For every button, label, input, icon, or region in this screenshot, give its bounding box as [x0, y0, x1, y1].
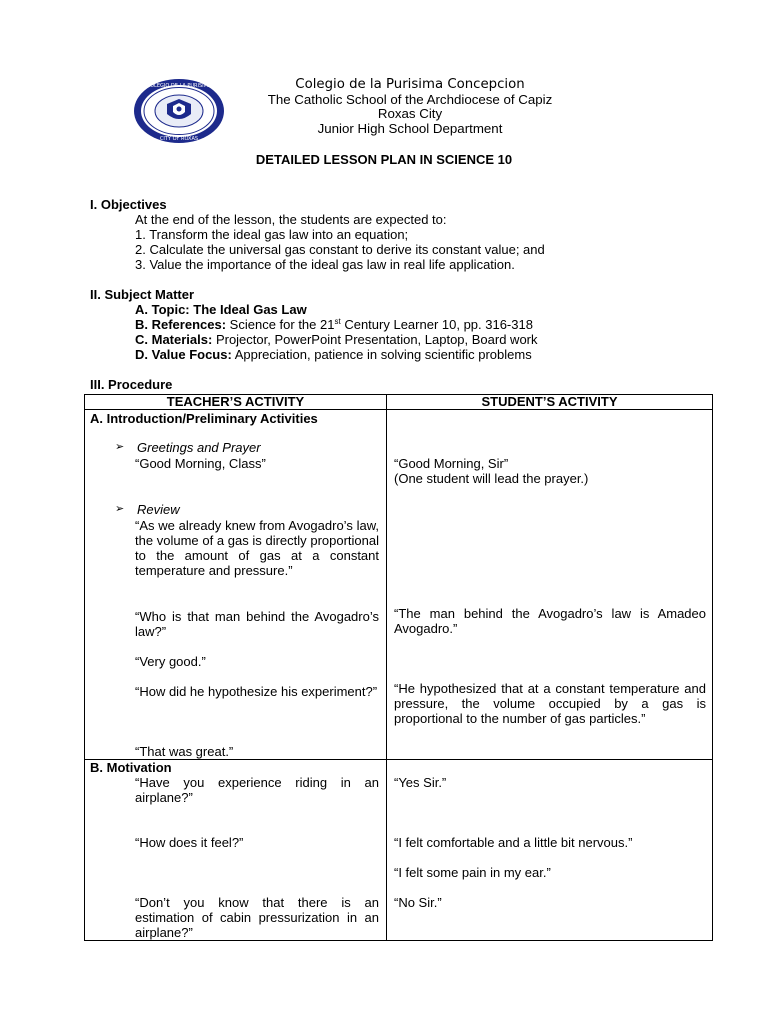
references-pre: Science for the 21: [229, 317, 335, 332]
references-label: B. References:: [135, 317, 227, 332]
greetings-student-1: “Good Morning, Sir”: [394, 456, 509, 471]
objective-item-1: 1. Transform the ideal gas law into an equation;: [135, 227, 409, 242]
review-label: [137, 502, 180, 517]
very-good-teacher: “Very good.”: [135, 654, 206, 669]
references-post: Century Learner 10, pp. 316-318: [344, 317, 533, 332]
bullet-arrow-icon: ➢: [115, 441, 125, 453]
value-focus-label: D. Value Focus:: [135, 347, 232, 362]
materials-value: Projector, PowerPoint Presentation, Laptop, Board work: [215, 332, 538, 347]
review-label-text: Review: [137, 502, 180, 517]
m3-teacher: “Don’t you know that there is an estimation of cabin pressurization in an airplane?”: [135, 895, 379, 940]
school-name: Colegio de la Purisima Concepcion: [295, 77, 525, 92]
school-subtitle: The Catholic School of the Archdiocese of Capiz: [267, 91, 553, 107]
value-focus-value: Appreciation, patience in solving scientific problems: [234, 347, 532, 362]
objective-item-3: 3. Value the importance of the ideal gas law in real life application.: [135, 257, 515, 272]
greetings-teacher: “Good Morning, Class”: [135, 456, 266, 471]
school-seal-logo: [133, 78, 225, 144]
references-line: [135, 317, 533, 332]
objectives-heading: I. Objectives: [90, 197, 167, 212]
student-column-header: STUDENT’S ACTIVITY: [387, 395, 713, 410]
intro-teacher-cell: [85, 410, 387, 760]
that-was-great-teacher: “That was great.”: [135, 744, 234, 759]
m2-student: “I felt comfortable and a little bit nervous.”: [394, 835, 633, 850]
procedure-heading: III. Procedure: [90, 377, 173, 392]
document-title: DETAILED LESSON PLAN IN SCIENCE 10: [255, 152, 513, 167]
m2-teacher: “How does it feel?”: [135, 835, 244, 850]
greetings-student-2: (One student will lead the prayer.): [394, 471, 589, 486]
motivation-teacher-cell: [85, 760, 387, 941]
motivation-student-cell: [387, 760, 713, 941]
intro-heading: A. Introduction/Preliminary Activities: [90, 411, 318, 426]
materials-line: [135, 332, 538, 347]
objectives-intro: At the end of the lesson, the students are expected to:: [135, 212, 447, 227]
q2-student: “He hypothesized that at a constant temperature and pressure, the volume occupied by a gas is proportional to the number of gas particles.”: [394, 681, 706, 726]
school-department: Junior High School Department: [317, 120, 503, 136]
references-sup: st: [334, 317, 341, 326]
review-teacher: “As we already knew from Avogadro’s law, the volume of a gas is directly proportional to the amount of gas at a constant temperature and pressure.”: [135, 518, 379, 578]
m1-student: “Yes Sir.”: [394, 775, 447, 790]
motivation-heading: B. Motivation: [90, 760, 172, 775]
svg-text:COLEGIO DE LA PURISIMA: COLEGIO DE LA PURISIMA: [146, 83, 212, 89]
q1-student: “The man behind the Avogadro’s law is Amadeo Avogadro.”: [394, 606, 706, 636]
procedure-table: [84, 394, 713, 941]
m1-teacher: “Have you experience riding in an airplane?”: [135, 775, 379, 805]
intro-student-cell: [387, 410, 713, 760]
topic-line: [135, 302, 307, 317]
greetings-label: [137, 440, 261, 455]
m3-student: “No Sir.”: [394, 895, 442, 910]
greetings-label-text: Greetings and Prayer: [137, 440, 261, 455]
value-focus-line: [135, 347, 532, 362]
school-city: Roxas City: [377, 106, 443, 122]
teacher-column-header: TEACHER’S ACTIVITY: [85, 395, 387, 410]
subject-matter-heading: II. Subject Matter: [90, 287, 195, 302]
q2-teacher: “How did he hypothesize his experiment?”: [135, 684, 378, 699]
svg-text:CITY OF ROXAS: CITY OF ROXAS: [159, 136, 199, 142]
topic-label: A. Topic: The Ideal Gas Law: [135, 302, 307, 317]
materials-label: C. Materials:: [135, 332, 213, 347]
bullet-arrow-icon: ➢: [115, 503, 125, 515]
m2-student-b: “I felt some pain in my ear.”: [394, 865, 551, 880]
school-header: [240, 78, 580, 136]
objective-item-2: 2. Calculate the universal gas constant to derive its constant value; and: [135, 242, 545, 257]
q1-teacher: “Who is that man behind the Avogadro’s law?”: [135, 609, 379, 639]
